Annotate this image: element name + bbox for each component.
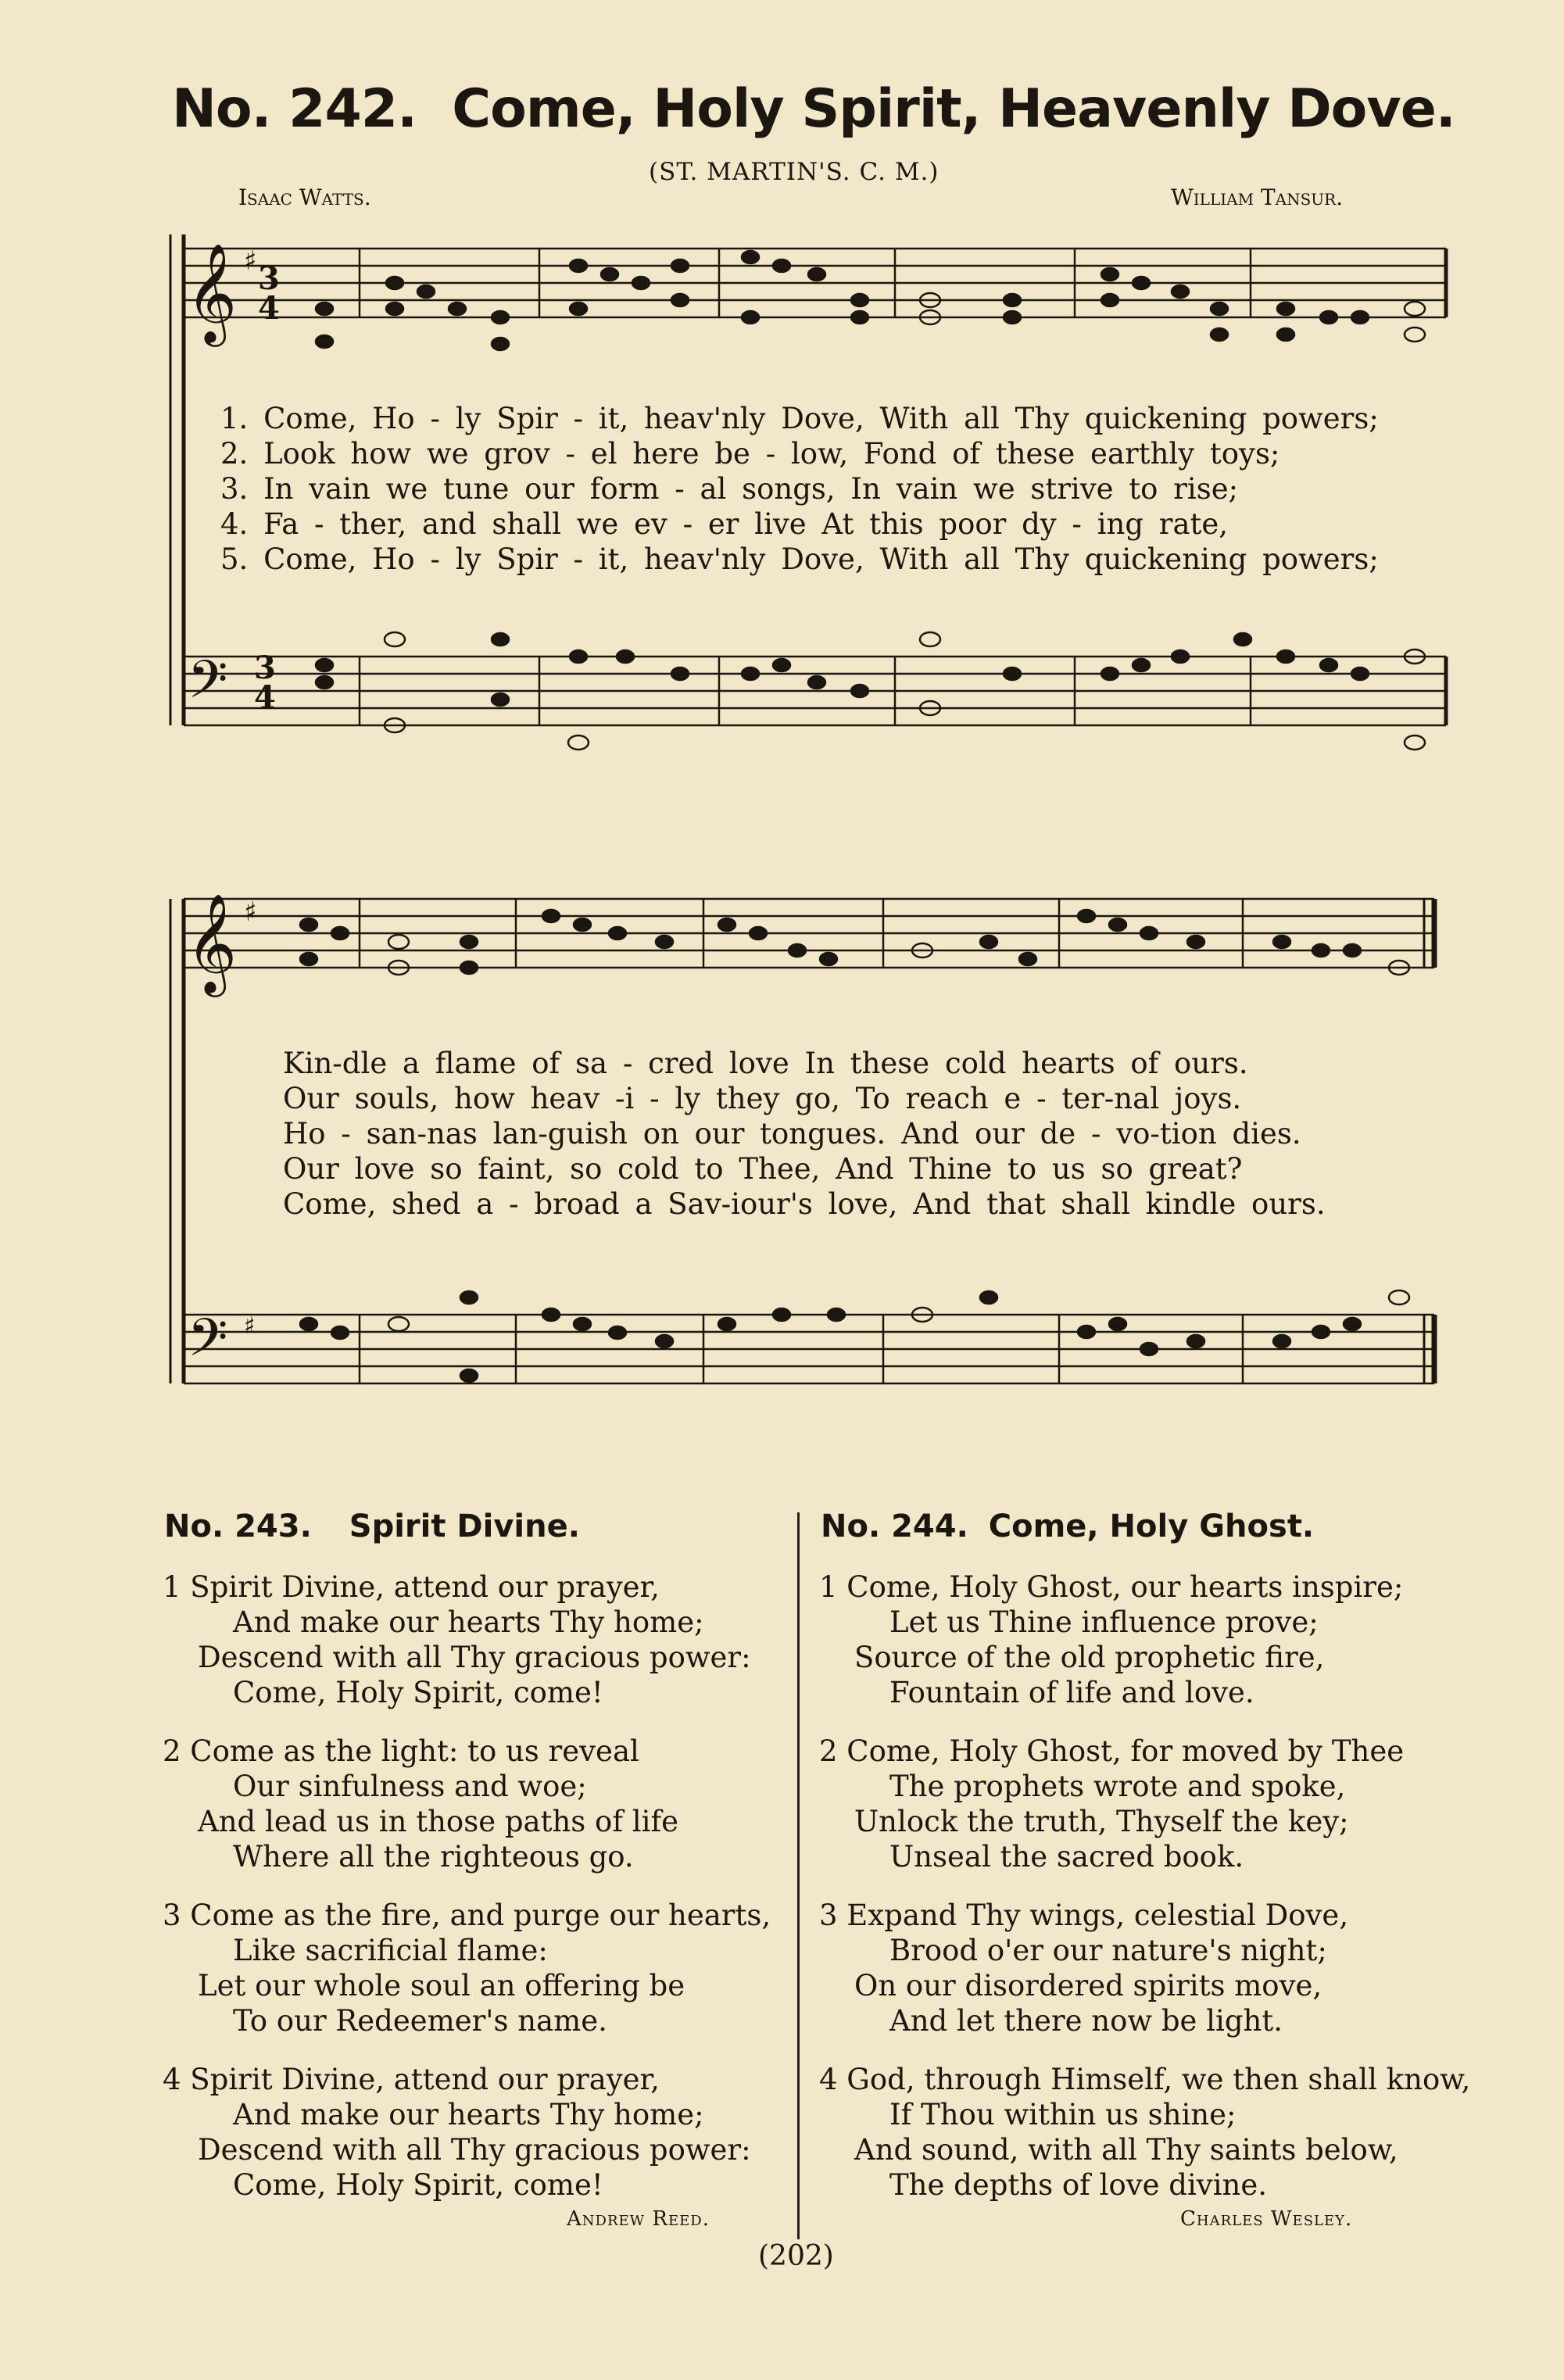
- stanza-line: Brood o'er our nature's night;: [889, 1934, 1327, 1967]
- stanza-line: And lead us in those paths of life: [198, 1805, 679, 1838]
- stanza-line: Let us Thine influence prove;: [889, 1605, 1319, 1639]
- stanza-line: The depths of love divine.: [889, 2168, 1268, 2202]
- stanza: [819, 1569, 1470, 1710]
- stanza-line: 4 God, through Himself, we then shall know,: [819, 2063, 1471, 2096]
- stanza: [163, 1734, 771, 1874]
- stanza: [163, 1569, 771, 1710]
- stanza-line: Unlock the truth, Thyself the key;: [854, 1805, 1349, 1838]
- svg-text:𝄞: 𝄞: [186, 242, 238, 342]
- stanza-line: The prophets wrote and spoke,: [889, 1770, 1346, 1803]
- staff-treble-2: [184, 899, 1434, 968]
- stanza-line: Where all the righteous go.: [233, 1840, 634, 1874]
- stanza-line: 1 Spirit Divine, attend our prayer,: [163, 1570, 660, 1604]
- verse-line: Ho - san-nas lan-guish on our tongues. And our de - vo-tion dies.: [283, 1117, 1301, 1151]
- verse-line: 4. Fa - ther, and shall we ev - er live At this poor dy - ing rate,: [220, 507, 1229, 541]
- stanza-line: 3 Expand Thy wings, celestial Dove,: [819, 1899, 1349, 1932]
- column-divider: [797, 1512, 800, 2239]
- words-author: Isaac Watts.: [238, 184, 371, 210]
- verses-part-1: [220, 401, 1379, 577]
- hymn-243-title: [164, 1509, 580, 1544]
- hymn-name: Come, Holy Spirit, Heavenly Dove.: [452, 78, 1455, 140]
- stanza-line: 4 Spirit Divine, attend our prayer,: [163, 2063, 660, 2096]
- stanza-line: And make our hearts Thy home;: [233, 1605, 704, 1639]
- stanza-line: And make our hearts Thy home;: [233, 2098, 704, 2131]
- svg-text:𝄢: 𝄢: [188, 650, 228, 722]
- svg-text:4: 4: [254, 679, 276, 716]
- stanza-line: Let our whole soul an offering be: [198, 1969, 685, 2002]
- svg-text:♯: ♯: [244, 245, 257, 277]
- tune-name: (ST. MARTIN'S. C. M.): [649, 158, 939, 186]
- verse-line: 3. In vain we tune our form - al songs, In vain we strive to rise;: [220, 472, 1239, 506]
- stanza-line: Come, Holy Spirit, come!: [233, 1676, 603, 1709]
- hymn-name: Come, Holy Ghost.: [988, 1509, 1315, 1544]
- hymn-243-author: Andrew Reed.: [567, 2207, 710, 2231]
- stanza-line: And let there now be light.: [889, 2004, 1283, 2038]
- staff-bass-1: [184, 657, 1446, 725]
- stanza-line: Descend with all Thy gracious power:: [198, 1641, 751, 1674]
- stanza-line: 3 Come as the fire, and purge our hearts,: [163, 1899, 771, 1932]
- stanza-line: 2 Come, Holy Ghost, for moved by Thee: [819, 1734, 1405, 1768]
- hymn-number: No. 243.: [164, 1509, 312, 1544]
- stanza-line: To our Redeemer's name.: [233, 2004, 607, 2038]
- stanza-line: Fountain of life and love.: [889, 1676, 1254, 1709]
- music-composer: William Tansur.: [1171, 184, 1344, 210]
- staff-treble-1: [184, 249, 1446, 317]
- verse-line: Kin-dle a flame of sa - cred love In these cold hearts of ours.: [283, 1047, 1248, 1080]
- stanza-line: Like sacrificial flame:: [233, 1934, 548, 1967]
- stanza-line: And sound, with all Thy saints below,: [854, 2133, 1398, 2167]
- verse-line: Our love so faint, so cold to Thee, And Thine to us so great?: [283, 1152, 1243, 1186]
- hymn-244-author: Charles Wesley.: [1180, 2207, 1353, 2231]
- hymn-244-title: [821, 1509, 1314, 1544]
- svg-text:3: 3: [254, 650, 276, 686]
- stanza-line: Unseal the sacred book.: [889, 1840, 1244, 1874]
- stanza-line: Our sinfulness and woe;: [233, 1770, 587, 1803]
- verses-part-2: [283, 1046, 1326, 1222]
- verse-line: Our souls, how heav -i - ly they go, To reach e - ter-nal joys.: [283, 1082, 1242, 1115]
- stanza: [819, 1898, 1470, 2038]
- verse-line: 2. Look how we grov - el here be - low, Fond of these earthly toys;: [220, 437, 1280, 471]
- hymn-244-text: [819, 1569, 1470, 2226]
- staff-bass-2: [184, 1315, 1434, 1383]
- stanza: [819, 2062, 1470, 2203]
- hymn-243-text: [163, 1569, 771, 2226]
- stanza-line: Source of the old prophetic fire,: [854, 1641, 1325, 1674]
- stanza-line: 1 Come, Holy Ghost, our hearts inspire;: [819, 1570, 1404, 1604]
- svg-text:3: 3: [258, 260, 280, 297]
- hymn-name: Spirit Divine.: [349, 1509, 580, 1544]
- stanza-line: On our disordered spirits move,: [854, 1969, 1322, 2002]
- verse-line: 1. Come, Ho - ly Spir - it, heav'nly Dove, With all Thy quickening powers;: [220, 402, 1379, 435]
- verse-line: 5. Come, Ho - ly Spir - it, heav'nly Dove, With all Thy quickening powers;: [220, 542, 1379, 576]
- stanza: [163, 1898, 771, 2038]
- hymn-number: No. 242.: [172, 78, 417, 140]
- svg-text:𝄢: 𝄢: [188, 1308, 228, 1380]
- svg-text:4: 4: [258, 290, 280, 327]
- stanza-line: Come, Holy Spirit, come!: [233, 2168, 603, 2202]
- svg-text:♯: ♯: [244, 1312, 256, 1340]
- stanza: [819, 1734, 1470, 1874]
- stanza: [163, 2062, 771, 2203]
- svg-text:♯: ♯: [244, 897, 257, 928]
- stanza-line: If Thou within us shine;: [889, 2098, 1237, 2131]
- svg-text:𝄞: 𝄞: [186, 893, 238, 993]
- stanza-line: 2 Come as the light: to us reveal: [163, 1734, 639, 1768]
- hymn-number: No. 244.: [821, 1509, 968, 1544]
- page-number: (202): [758, 2240, 834, 2272]
- stanza-line: Descend with all Thy gracious power:: [198, 2133, 751, 2167]
- verse-line: Come, shed a - broad a Sav-iour's love, And that shall kindle ours.: [283, 1187, 1326, 1221]
